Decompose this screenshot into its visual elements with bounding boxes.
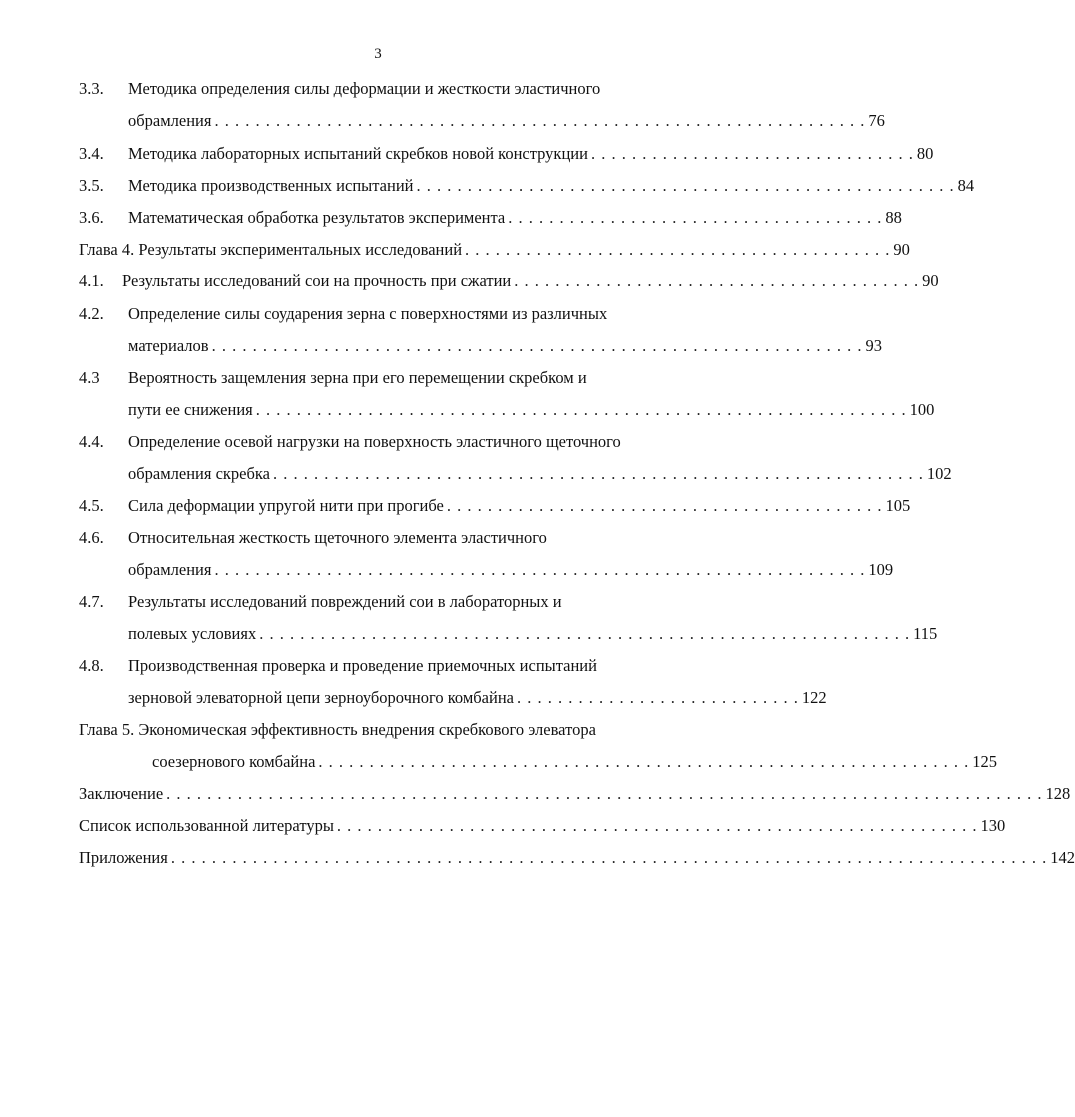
toc-entry bbox=[128, 335, 882, 357]
entry-page: 90 bbox=[893, 240, 910, 259]
chapter-entry bbox=[152, 751, 998, 773]
entry-page: 80 bbox=[916, 144, 934, 163]
entry-page: 100 bbox=[909, 400, 935, 419]
dot-leader: . . . . . . . . . . . . . . . . . . . . . . . . . . . . . . . . . . . . . . . . . . . . . . . . . . . . . . . . . . . . . . . . . . . . . . . . . . . . . . . . . . . . . . bbox=[166, 784, 1043, 803]
dot-leader: . . . . . . . . . . . . . . . . . . . . . . . . . . . . . . . . . . . . . . . . . . . . . . . . . . . . . . . . . . . . . . . . bbox=[214, 560, 866, 579]
entry-number: 3.5. bbox=[79, 176, 104, 195]
dot-leader: . . . . . . . . . . . . . . . . . . . . . . . . . . . . . . . . . . . . . bbox=[508, 208, 883, 227]
dot-leader: . . . . . . . . . . . . . . . . . . . . . . . . . . . . . . . . . . . . . . . . . . . . . . . . . . . . . . . . . . . . . . . . . . . . . . . . . . . . . . . . . . . . . . bbox=[170, 848, 1048, 867]
entry-title-cont: пути ее снижения bbox=[128, 400, 253, 419]
page-number: 3 bbox=[374, 46, 382, 62]
toc-entry bbox=[128, 463, 952, 485]
entry-title: Производственная проверка и проведение приемочных испытаний bbox=[128, 656, 597, 675]
entry-title-cont: соезернового комбайна bbox=[152, 752, 316, 771]
entry-title: Сила деформации упругой нити при прогибе bbox=[128, 496, 444, 515]
entry-title: Определение осевой нагрузки на поверхность эластичного щеточного bbox=[128, 432, 621, 451]
dot-leader: . . . . . . . . . . . . . . . . . . . . . . . . . . . . . . . . . . . . . . . . . . bbox=[465, 240, 891, 259]
dot-leader: . . . . . . . . . . . . . . . . . . . . . . . . . . . . . . . . . . . . . . . . . . . . . . . . . . . . . . . . . . . . . . . bbox=[336, 816, 978, 835]
toc-entry bbox=[128, 623, 938, 645]
entry-number: 4.4. bbox=[79, 432, 104, 451]
dot-leader: . . . . . . . . . . . . . . . . . . . . . . . . . . . . bbox=[517, 688, 799, 707]
entry-page: 130 bbox=[980, 816, 1006, 835]
section-entry bbox=[79, 815, 1006, 837]
entry-title-cont: обрамления bbox=[128, 560, 212, 579]
dot-leader: . . . . . . . . . . . . . . . . . . . . . . . . . . . . . . . . . . . . . . . . . . . . . . . . . . . . . . . . . . . . . . . . bbox=[273, 464, 924, 483]
entry-page: 88 bbox=[885, 208, 902, 227]
entry-title: Список использованной литературы bbox=[79, 816, 334, 835]
entry-title: Относительная жесткость щеточного элемента эластичного bbox=[128, 528, 547, 547]
entry-title-cont: зерновой элеваторной цепи зерноуборочного комбайна bbox=[128, 688, 514, 707]
chapter-title: Глава 5. Экономическая эффективность внедрения скребкового элеватора bbox=[79, 720, 596, 739]
toc-entry bbox=[128, 559, 894, 581]
dot-leader: . . . . . . . . . . . . . . . . . . . . . . . . . . . . . . . . . . . . . . . . bbox=[514, 271, 920, 290]
entry-title-cont: обрамления скребка bbox=[128, 464, 270, 483]
entry-page: 122 bbox=[801, 688, 827, 707]
entry-title: Результаты исследований сои на прочность при сжатии bbox=[122, 271, 512, 290]
entry-title: Приложения bbox=[79, 848, 168, 867]
dot-leader: . . . . . . . . . . . . . . . . . . . . . . . . . . . . . . . . . . . . . . . . . . . bbox=[446, 496, 883, 515]
entry-page: 128 bbox=[1045, 784, 1071, 803]
toc-entry bbox=[128, 143, 934, 165]
section-entry bbox=[79, 783, 1071, 805]
entry-number: 3.6. bbox=[79, 208, 104, 227]
section-entry bbox=[79, 847, 1075, 869]
entry-page: 105 bbox=[885, 496, 911, 515]
entry-number: 3.3. bbox=[79, 79, 104, 98]
entry-number: 4.8. bbox=[79, 656, 104, 675]
entry-page: 102 bbox=[926, 464, 952, 483]
toc-entry bbox=[122, 270, 939, 292]
entry-number: 3.4. bbox=[79, 144, 104, 163]
toc-entry bbox=[128, 399, 935, 421]
dot-leader: . . . . . . . . . . . . . . . . . . . . . . . . . . . . . . . . . . . . . . . . . . . . . . . . . . . . . . . . . . . . . . . . bbox=[259, 624, 911, 643]
dot-leader: . . . . . . . . . . . . . . . . . . . . . . . . . . . . . . . . . . . . . . . . . . . . . . . . . . . . . . . . . . . . . . . . bbox=[318, 752, 970, 771]
dot-leader: . . . . . . . . . . . . . . . . . . . . . . . . . . . . . . . . bbox=[590, 144, 914, 163]
entry-number: 4.3 bbox=[79, 368, 100, 387]
entry-page: 76 bbox=[868, 111, 885, 130]
entry-number: 4.7. bbox=[79, 592, 104, 611]
chapter-entry bbox=[79, 239, 910, 261]
toc-entry bbox=[128, 687, 827, 709]
entry-title: Вероятность защемления зерна при его перемещении скребком и bbox=[128, 368, 587, 387]
toc-entry bbox=[128, 175, 975, 197]
entry-title: Заключение bbox=[79, 784, 164, 803]
entry-page: 115 bbox=[913, 624, 938, 643]
entry-page: 84 bbox=[957, 176, 975, 195]
entry-title: Математическая обработка результатов эксперимента bbox=[128, 208, 506, 227]
entry-page: 125 bbox=[972, 752, 998, 771]
entry-title: Методика лабораторных испытаний скребков новой конструкции bbox=[128, 144, 588, 163]
entry-title: Определение силы соударения зерна с поверхностями из различных bbox=[128, 304, 608, 323]
entry-number: 4.1. bbox=[79, 271, 104, 290]
entry-number: 4.2. bbox=[79, 304, 104, 323]
entry-title-cont: полевых условиях bbox=[128, 624, 257, 643]
dot-leader: . . . . . . . . . . . . . . . . . . . . . . . . . . . . . . . . . . . . . . . . . . . . . . . . . . . . . . . . . . . . . . . . bbox=[255, 400, 907, 419]
dot-leader: . . . . . . . . . . . . . . . . . . . . . . . . . . . . . . . . . . . . . . . . . . . . . . . . . . . . . . . . . . . . . . . . bbox=[211, 336, 863, 355]
entry-title: Глава 4. Результаты экспериментальных исследований bbox=[79, 240, 463, 259]
entry-title-cont: обрамления bbox=[128, 111, 212, 130]
toc-entry bbox=[128, 207, 902, 229]
toc-entry bbox=[128, 110, 885, 132]
entry-number: 4.6. bbox=[79, 528, 104, 547]
dot-leader: . . . . . . . . . . . . . . . . . . . . . . . . . . . . . . . . . . . . . . . . . . . . . . . . . . . . . . . . . . . . . . . . bbox=[214, 111, 866, 130]
entry-page: 109 bbox=[868, 560, 894, 579]
entry-title: Результаты исследований повреждений сои в лабораторных и bbox=[128, 592, 562, 611]
entry-page: 93 bbox=[865, 336, 882, 355]
entry-title: Методика производственных испытаний bbox=[128, 176, 414, 195]
entry-number: 4.5. bbox=[79, 496, 104, 515]
entry-page: 90 bbox=[922, 271, 939, 290]
entry-title-cont: материалов bbox=[128, 336, 209, 355]
entry-title: Методика определения силы деформации и жесткости эластичного bbox=[128, 79, 601, 98]
dot-leader: . . . . . . . . . . . . . . . . . . . . . . . . . . . . . . . . . . . . . . . . . . . . . . . . . . . . . bbox=[416, 176, 955, 195]
entry-page: 142 bbox=[1050, 848, 1075, 867]
toc-entry bbox=[128, 495, 911, 517]
